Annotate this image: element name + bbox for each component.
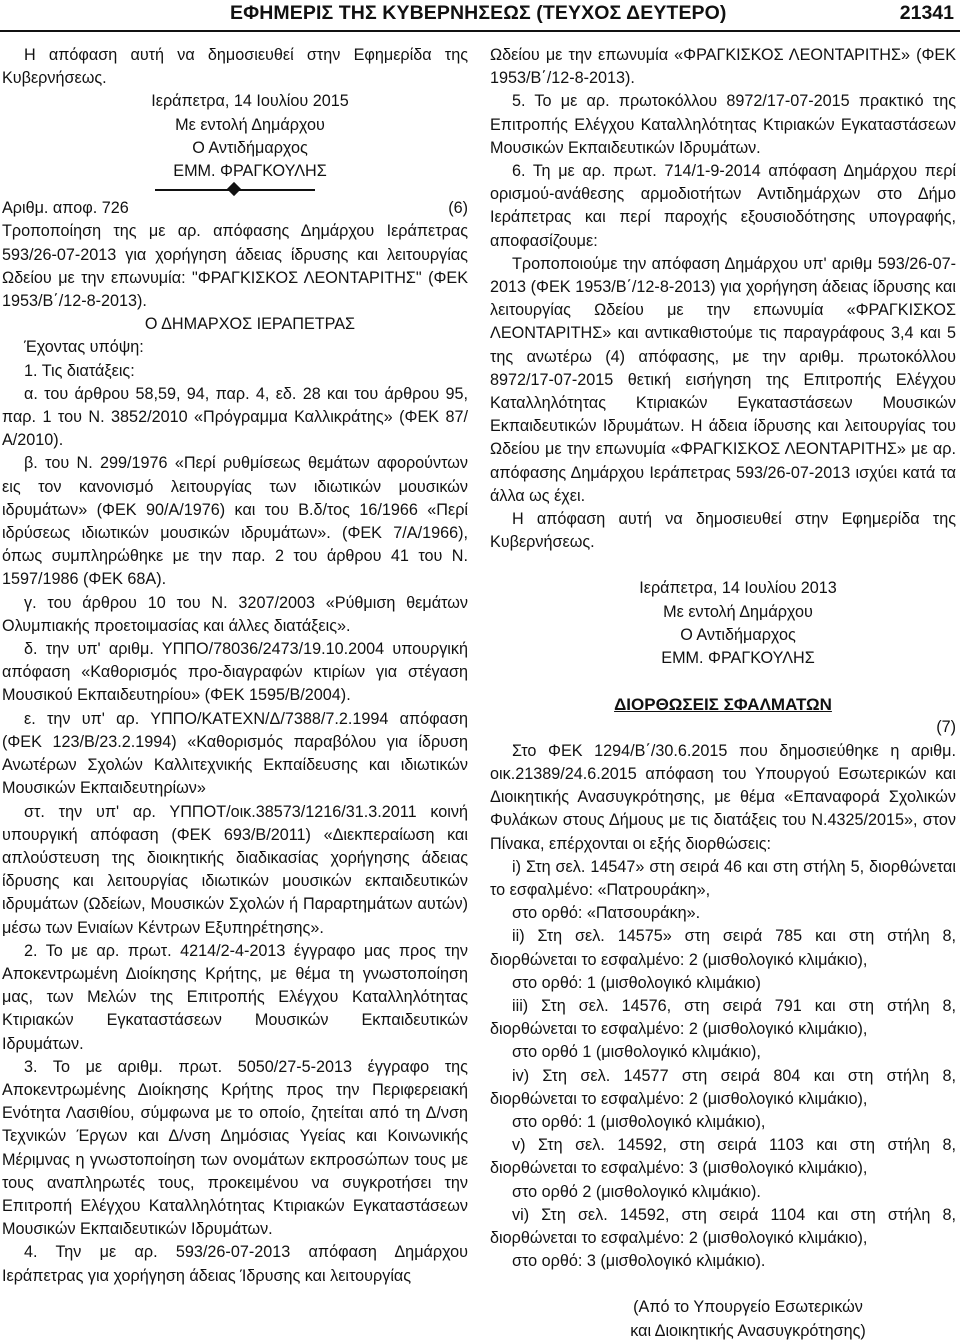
- section-separator: [155, 183, 315, 197]
- considering-label: Έχοντας υπόψη:: [24, 338, 144, 357]
- page-header: [0, 0, 960, 30]
- issuing-ministry-line-1: (Από το Υπουργείο Εσωτερικών: [633, 1298, 863, 1317]
- right-column: [490, 44, 956, 1343]
- signature-line-1: Με εντολή Δημάρχου: [663, 602, 813, 621]
- provision-g: γ. του άρθρου 10 του Ν. 3207/2003 «Ρύθμιση θεμάτων Ολυμπιακής προετοιμασίας και άλλες διατάξεις».: [2, 593, 468, 635]
- authority-heading: Ο ΔΗΜΑΡΧΟΣ ΙΕΡΑΠΕΤΡΑΣ: [144, 315, 356, 334]
- errata-title: ΔΙΟΡΘΩΣΕΙΣ ΣΦΑΛΜΑΤΩΝ: [614, 695, 832, 715]
- correction-iv: iv) Στη σελ. 14577 στη σειρά 804 και στη στήλη 8, διορθώνεται το εσφαλμένο: 2 (μισθολογικό κλιμάκιο),: [490, 1066, 956, 1108]
- signature-name: ΕΜΜ. ΦΡΑΓΚΟΥΛΗΣ: [173, 162, 327, 181]
- correction-v: v) Στη σελ. 14592, στη σειρά 1103 και στη στήλη 8, διορθώνεται το εσφαλμένο: 3 (μισθολογικό κλιμάκιο),: [490, 1136, 956, 1178]
- header-divider: [0, 30, 960, 32]
- issuing-ministry-line-2: και Διοικητικής Ανασυγκρότησης): [630, 1321, 866, 1340]
- publish-statement: Η απόφαση αυτή να δημοσιευθεί στην Εφημερίδα της Κυβερνήσεως.: [2, 46, 468, 88]
- signature-line-1: Με εντολή Δημάρχου: [175, 115, 325, 134]
- provision-d: δ. την υπ' αριθμ. ΥΠΠΟ/78036/2473/19.10.2004 υπουργική απόφαση «Καθορισμός προ-διαγραφών κτιρίων για στέγαση Μουσικού Εκπαιδευτηρίου» (ΦΕΚ 1595/Β/2004).: [2, 640, 468, 705]
- publish-statement: Η απόφαση αυτή να δημοσιευθεί στην Εφημερίδα της Κυβερνήσεως.: [490, 510, 956, 552]
- correction-vi-correct: στο ορθό: 3 (μισθολογικό κλιμάκιο).: [512, 1252, 766, 1271]
- correction-i-correct: στο ορθό: «Πατσουράκη».: [512, 904, 701, 923]
- decision-title: Τροποποίηση της με αρ. απόφασης Δημάρχου Ιεράπετρας 593/26-07-2013 για χορήγηση άδειας ίδρυσης και λειτουργίας Ωδείου με την επωνυμία: "ΦΡΑΓΚΙΣΚΟΣ ΛΕΟΝΤΑΡΙΤΗΣ" (ΦΕΚ 1953/Β΄/12-8-2013).: [2, 222, 468, 311]
- errata-number: (7): [936, 718, 956, 737]
- provisions-item-6: 6. Τη με αρ. πρωτ. 714/1-9-2014 απόφαση Δημάρχου περί ορισμού-ανάθεσης αρμοδιοτήτων Αντιδημάρχων στο Δήμο Ιεράπετρας και περί παροχής εξουσιοδότησης υπογραφής, αποφασίζουμε:: [490, 162, 956, 250]
- signature-line-2: Ο Αντιδήμαρχος: [192, 138, 308, 157]
- provision-st: στ. την υπ' αρ. ΥΠΠΟΤ/οικ.38573/1216/31.3.2011 κοινή υπουργική απόφαση (ΦΕΚ 693/Β/2011) «Διεκπεραίωση και απλούστευση της διοικητικής διαδικασίας χορήγησης άδειας ίδρυσης και λειτουργίας ιδιωτικών μουσικών εκπαιδευτικών ιδρυμάτων (Ωδείων, Μουσικών Σχολών ή Παραρτημάτων αυτών) μέσω των Ενιαίων Κέντρων Εξυπηρέτησης».: [2, 802, 468, 937]
- left-column: [2, 44, 468, 1288]
- provisions-item-3: 3. Το με αριθμ. πρωτ. 5050/27-5-2013 έγγραφο της Αποκεντρωμένης Διοίκησης Κρήτης προς την Περιφερειακή Ενότητα Λασιθίου, σύμφωνα με το οποίο, ζητείται από τη Δ/νση Τεχνικών Έργων και Δ/νση Δημόσιας Υγείας και Κοινωνικής Μέριμνας η γνωστοποίηση των ονομάτων εκπροσώπων τους με τους αναπληρωτές τους, προκειμένου να συγκροτήσει την Επιτροπή Ελέγχου Καταλληλότητας Κτιριακών Εγκαταστάσεων Μουσικών Εκπαιδευτικών Ιδρυμάτων.: [2, 1057, 468, 1239]
- place-date: Ιεράπετρα, 14 Ιουλίου 2015: [151, 92, 349, 111]
- decision-body: Τροποποιούμε την απόφαση Δημάρχου υπ' αριθμ 593/26-07-2013 (ΦΕΚ 1953/Β΄/12-8-2013) για χορήγηση άδειας ίδρυσης και λειτουργίας Ωδείου με την επωνυμία «ΦΡΑΓΚΙΣΚΟΣ ΛΕΟΝΤΑΡΙΤΗΣ» και αντικαθιστούμε τις παραγράφους 3,4 και 5 της ανωτέρω (4) απόφασης, με την αριθμ. πρωτοκόλλου 8972/17-07-2015 θετική εισήγηση της Επιτροπής Ελέγχου Καταλληλότητας Κτιριακών Εγκαταστάσεων Μουσικών Εκπαιδευτικών Ιδρυμάτων. Η άδεια ίδρυσης και λειτουργίας του Ωδείου με την επωνυμία «ΦΡΑΓΚΙΣΚΟΣ ΛΕΟΝΤΑΡΙΤΗΣ» με αρ. απόφασης Δημάρχου Ιεράπετρας 593/26-07-2013 ισχύει κατά τα άλλα ως έχει.: [490, 254, 956, 505]
- errata-intro: Στο ΦΕΚ 1294/Β΄/30.6.2015 που δημοσιεύθηκε η αριθμ. οικ.21389/24.6.2015 απόφαση του Υπουργού Εσωτερικών και Διοικητικής Ανασυγκρότησης, με θέμα «Επαναφορά Σχολικών Φυλάκων στους Δήμους με τις διατάξεις του Ν.4325/2015», στον Πίνακα, επέρχονται οι εξής διορθώσεις:: [490, 741, 956, 853]
- correction-ii: ii) Στη σελ. 14575» στη σειρά 785 και στη στήλη 8, διορθώνεται το εσφαλμένο: 2 (μισθολογικό κλιμάκιο),: [490, 927, 956, 969]
- provision-b: β. του Ν. 299/1976 «Περί ρυθμίσεως θεμάτων αφορούντων εις τον κανονισμό λειτουργίας των ιδιωτικών μουσικών ιδρυμάτων» (ΦΕΚ 90/Α/1976) και του Β.δ/τος 16/1966 «Περί ιδρύσεως ιδιωτικών μουσικών ιδρυμάτων». (ΦΕΚ 7/Α/1966), όπως συμπληρώθηκε με την παρ. 2 του άρθρου 41 του Ν. 1597/1986 (ΦΕΚ 68Α).: [2, 454, 468, 589]
- provision-a: α. του άρθρου 58,59, 94, παρ. 4, εδ. 28 και του άρθρου 95, παρ. 1 του Ν. 3852/2010 «Πρόγραμμα Καλλικράτης» (ΦΕΚ 87/Α/2010).: [2, 384, 468, 450]
- provisions-item-5: 5. Το με αρ. πρωτοκόλλου 8972/17-07-2015 πρακτικό της Επιτροπής Ελέγχου Καταλληλότητας Κτιριακών Εγκαταστάσεων Μουσικών Εκπαιδευτικών Ιδρυμάτων.: [490, 92, 956, 157]
- provisions-item-4: 4. Την με αρ. 593/26-07-2013 απόφαση Δημάρχου Ιεράπετρας για χορήγηση άδειας Ίδρυσης και λειτουργίας: [2, 1243, 468, 1285]
- signature-line-2: Ο Αντιδήμαρχος: [680, 625, 796, 644]
- provision-e: ε. την υπ' αρ. ΥΠΠΟ/ΚΑΤΕΧΝ/Δ/7388/7.2.1994 απόφαση (ΦΕΚ 123/Β/23.2.1994) «Καθορισμός παραβόλου για ίδρυση Ανωτέρων Σχολών Καλλιτεχνικής Εκπαίδευσης και ιδιωτικών Μουσικών Εκπαιδευτηρίων»: [2, 709, 468, 798]
- correction-iii: iii) Στη σελ. 14576, στη σειρά 791 και στη στήλη 8, διορθώνεται το εσφαλμένο: 2 (μισθολογικό κλιμάκιο),: [490, 996, 956, 1039]
- correction-v-correct: στο ορθό 2 (μισθολογικό κλιμάκιο).: [512, 1182, 761, 1201]
- correction-ii-correct: στο ορθό: 1 (μισθολογικό κλιμάκιο): [512, 973, 761, 992]
- decision-number: (6): [448, 199, 468, 218]
- provisions-item-1: 1. Τις διατάξεις:: [24, 361, 135, 380]
- continued-text: Ωδείου με την επωνυμία «ΦΡΑΓΚΙΣΚΟΣ ΛΕΟΝΤΑΡΙΤΗΣ» (ΦΕΚ 1953/Β΄/12-8-2013).: [490, 46, 956, 88]
- gazette-title: ΕΦΗΜΕΡΙΣ ΤΗΣ ΚΥΒΕΡΝΗΣΕΩΣ (ΤΕΥΧΟΣ ΔΕΥΤΕΡΟ): [230, 2, 727, 24]
- correction-i: i) Στη σελ. 14547» στη σειρά 46 και στη στήλη 5, διορθώνεται το εσφαλμένο: «Πατρουράκη»,: [490, 857, 956, 899]
- decision-ref: Αριθμ. αποφ. 726: [2, 199, 129, 218]
- decision-heading: [2, 197, 468, 220]
- correction-iv-correct: στο ορθό: 1 (μισθολογικό κλιμάκιο),: [512, 1112, 766, 1131]
- signature-name: ΕΜΜ. ΦΡΑΓΚΟΥΛΗΣ: [661, 649, 815, 668]
- page-number: 21341: [899, 2, 954, 24]
- provisions-item-2: 2. Το με αρ. πρωτ. 4214/2-4-2013 έγγραφο μας προς την Αποκεντρωμένη Διοίκησης Κρήτης, με θέμα τη γνωστοποίηση μας, των Μελών της Επιτροπής Ελέγχου Καταλληλότητας Κτιριακών Εγκαταστάσεων Μουσικών Εκπαιδευτικών Ιδρυμάτων.: [2, 941, 468, 1053]
- place-date: Ιεράπετρα, 14 Ιουλίου 2013: [639, 579, 837, 598]
- correction-iii-correct: στο ορθό 1 (μισθολογικό κλιμάκιο),: [512, 1043, 761, 1062]
- correction-vi: vi) Στη σελ. 14592, στη σειρά 1104 και στη στήλη 8, διορθώνεται το εσφαλμένο: 2 (μισθολογικό κλιμάκιο),: [490, 1205, 956, 1247]
